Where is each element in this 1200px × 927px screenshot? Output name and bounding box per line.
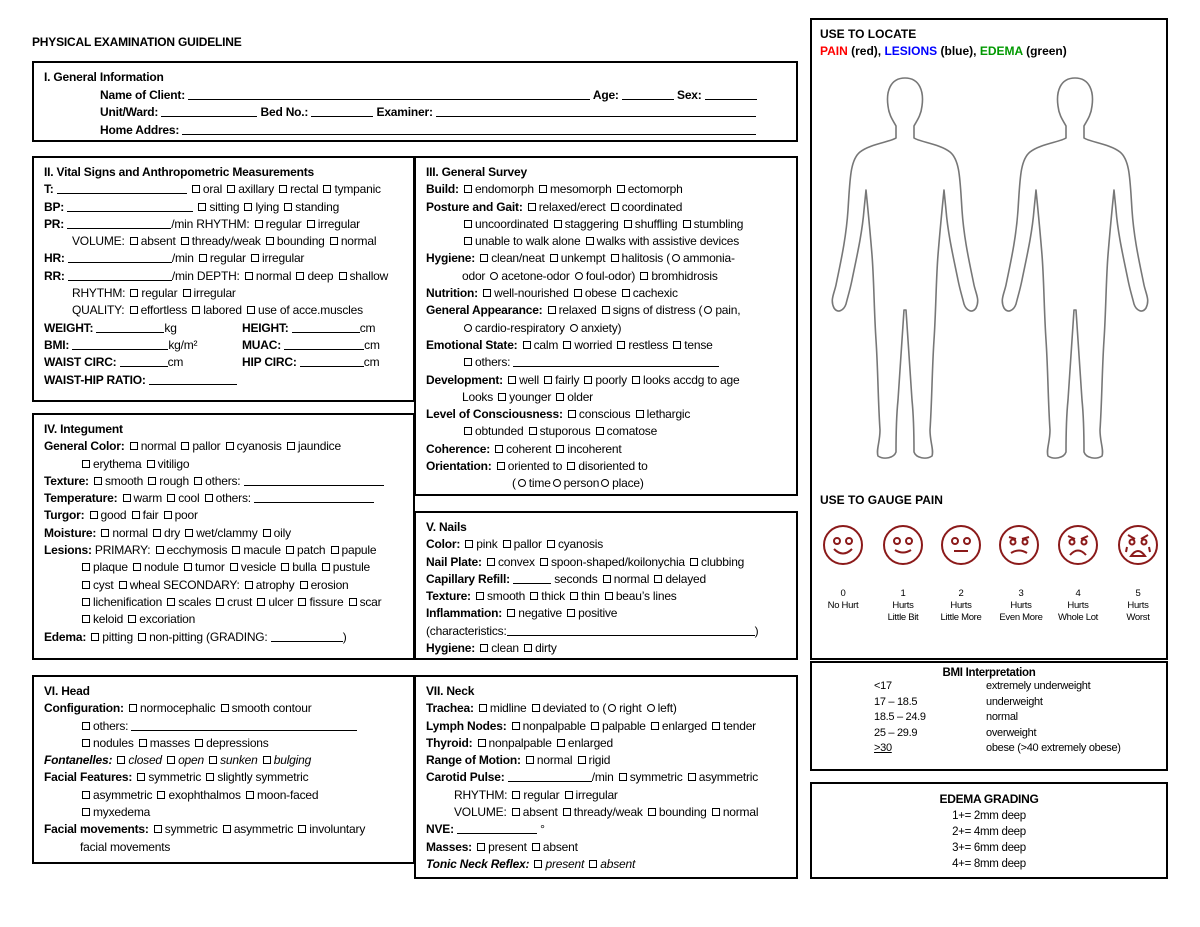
page-title: PHYSICAL EXAMINATION GUIDELINE — [32, 35, 242, 49]
edema-grading-field[interactable] — [271, 630, 343, 642]
vol-bounding-checkbox[interactable] — [266, 237, 274, 245]
color-pallor-checkbox[interactable] — [181, 442, 189, 450]
unit-field[interactable] — [161, 105, 257, 117]
lesion-nodule-checkbox[interactable] — [133, 563, 141, 571]
masses-absent-checkbox[interactable] — [532, 843, 540, 851]
nail-pink-checkbox[interactable] — [465, 540, 473, 548]
appearance-distress-checkbox[interactable] — [602, 306, 610, 314]
turgor-poor-checkbox[interactable] — [164, 511, 172, 519]
masses-present-checkbox[interactable] — [477, 843, 485, 851]
edema-legend: EDEMA — [979, 44, 1023, 58]
color-normal-checkbox[interactable] — [130, 442, 138, 450]
edema-table-box — [810, 782, 1168, 879]
height-label: HEIGHT: — [242, 320, 289, 335]
face-4-icon[interactable] — [1058, 525, 1098, 565]
facial-asym-checkbox[interactable] — [82, 791, 90, 799]
facial-slightly-checkbox[interactable] — [206, 773, 214, 781]
moisture-normal-checkbox[interactable] — [101, 529, 109, 537]
face-1-icon[interactable] — [883, 525, 923, 565]
hip-field[interactable] — [300, 355, 364, 367]
lesion-plaque-checkbox[interactable] — [82, 563, 90, 571]
time-radio[interactable] — [518, 479, 526, 487]
neck-normal-checkbox[interactable] — [712, 808, 720, 816]
face-1-label: 1 Hurts Little Bit — [887, 588, 919, 623]
neck-irregular-checkbox[interactable] — [565, 791, 573, 799]
t-tympanic-checkbox[interactable] — [323, 185, 331, 193]
rr-normal-checkbox[interactable] — [245, 272, 253, 280]
temp-others-checkbox[interactable] — [205, 494, 213, 502]
tonic-present-checkbox[interactable] — [534, 860, 542, 868]
posture-coordinated-checkbox[interactable] — [611, 203, 619, 211]
facial-symmetric-checkbox[interactable] — [137, 773, 145, 781]
table-row: <17 extremely underweight — [874, 680, 1091, 692]
sex-label: Sex: — [677, 87, 702, 102]
table-row: >30 obese (>40 extremely obese) — [874, 742, 1121, 755]
neck-heading: VII. Neck — [426, 684, 475, 698]
lesion-crust-checkbox[interactable] — [216, 598, 224, 606]
turgor-fair-checkbox[interactable] — [132, 511, 140, 519]
pr-irregular-checkbox[interactable] — [307, 220, 315, 228]
lymph-enlarged-checkbox[interactable] — [651, 722, 659, 730]
posture-relaxed-checkbox[interactable] — [528, 203, 536, 211]
rr-label: RR: — [44, 268, 65, 283]
bp-lying-checkbox[interactable] — [244, 203, 252, 211]
lymph-tender-checkbox[interactable] — [712, 722, 720, 730]
font-open-checkbox[interactable] — [167, 756, 175, 764]
foul-radio[interactable] — [575, 272, 583, 280]
lesion-ecchymosis-checkbox[interactable] — [156, 546, 164, 554]
moisture-oily-checkbox[interactable] — [263, 529, 271, 537]
posture-staggering-checkbox[interactable] — [554, 220, 562, 228]
emotional-others-checkbox[interactable] — [464, 358, 472, 366]
t-oral-checkbox[interactable] — [192, 185, 200, 193]
hygiene-clean-checkbox[interactable] — [480, 254, 488, 262]
examiner-label: Examiner: — [376, 105, 433, 119]
general-info-section — [32, 61, 798, 142]
client-name-label: Name of Client: — [100, 87, 186, 102]
client-name-field[interactable] — [188, 88, 590, 100]
bmi-label: BMI: — [44, 337, 70, 352]
plate-clubbing-checkbox[interactable] — [690, 558, 698, 566]
lesion-ulcer-checkbox[interactable] — [257, 598, 265, 606]
posture-shuffling-checkbox[interactable] — [624, 220, 632, 228]
lesion-vesicle-checkbox[interactable] — [230, 563, 238, 571]
examiner-field[interactable] — [436, 105, 756, 117]
general-survey-section: III. General Survey Build: endomorph mesomorph ectomorph Posture and Gait: relaxed/erect coordinated uncoordinated staggering shuffling stumbling unable to walk alone walks with assistive devices Hygiene: clean/neat unkempt halitosis ( ammonia- odor acetone-odor foul-odor) bromhidrosis Nutrition: well-nourished obese cachexic General Appearance: relaxed signs of distress ( pain, cardio-respiratory anxiety) Emotional State: calm worried restless tense others: Development: well fairly poorly looks accdg to age Looks younger older Level of Consciousness: conscious lethargic obtunded stuporous comatose Coherence: coherent incoherent Orientation: oriented to disoriented to ( time person place) — [414, 156, 798, 496]
inflam-positive-checkbox[interactable] — [567, 609, 575, 617]
characteristics-field[interactable] — [507, 624, 755, 636]
carotid-field[interactable] — [508, 770, 592, 782]
muac-field[interactable] — [284, 338, 364, 350]
texture-others-field[interactable] — [244, 474, 384, 486]
trachea-left-radio[interactable] — [647, 704, 655, 712]
loc-obtunded-checkbox[interactable] — [464, 427, 472, 435]
loc-lethargic-checkbox[interactable] — [636, 410, 644, 418]
carotid-sym-checkbox[interactable] — [619, 773, 627, 781]
color-jaundice-checkbox[interactable] — [287, 442, 295, 450]
lesion-pustule-checkbox[interactable] — [322, 563, 330, 571]
table-row: 2+= 4mm deep — [952, 826, 1026, 838]
plate-spoon-checkbox[interactable] — [540, 558, 548, 566]
tonic-absent-checkbox[interactable] — [589, 860, 597, 868]
loc-conscious-checkbox[interactable] — [568, 410, 576, 418]
t-label: T: — [44, 182, 54, 197]
lesion-tumor-checkbox[interactable] — [184, 563, 192, 571]
bed-label: Bed No.: — [260, 105, 309, 119]
nail-smooth-checkbox[interactable] — [476, 592, 484, 600]
posture-uncoord-checkbox[interactable] — [464, 220, 472, 228]
facial-myxedema-checkbox[interactable] — [82, 808, 90, 816]
trachea-midline-checkbox[interactable] — [479, 704, 487, 712]
hr-field[interactable] — [68, 251, 172, 263]
refill-field[interactable] — [513, 572, 551, 584]
face-3-label: 3 Hurts Even More — [999, 588, 1043, 623]
plate-convex-checkbox[interactable] — [487, 558, 495, 566]
temp-warm-checkbox[interactable] — [123, 494, 131, 502]
bmi-table — [874, 679, 1121, 757]
vol-normal-checkbox[interactable] — [330, 237, 338, 245]
t-field[interactable] — [57, 182, 187, 194]
nails-heading: V. Nails — [426, 520, 467, 534]
height-field[interactable] — [292, 321, 360, 333]
smooth-contour-checkbox[interactable] — [221, 704, 229, 712]
nutrition-obese-checkbox[interactable] — [574, 289, 582, 297]
integument-heading: IV. Integument — [44, 422, 123, 436]
cardio-radio[interactable] — [464, 324, 472, 332]
address-field[interactable] — [182, 123, 756, 135]
rom-rigid-checkbox[interactable] — [578, 756, 586, 764]
gauge-title: USE TO GAUGE PAIN — [820, 493, 943, 507]
body-figures[interactable] — [820, 70, 1160, 470]
temp-others-field[interactable] — [254, 491, 374, 503]
hygiene-halitosis-checkbox[interactable] — [611, 254, 619, 262]
build-ecto-checkbox[interactable] — [617, 185, 625, 193]
bmi-field[interactable] — [72, 338, 168, 350]
facial-exoph-checkbox[interactable] — [157, 791, 165, 799]
nail-dirty-checkbox[interactable] — [524, 644, 532, 652]
bmi-table-title: BMI Interpretation — [942, 667, 1036, 679]
face-0-label: 0 No Hurt — [827, 588, 859, 611]
table-row: 25 – 29.9 overweight — [874, 726, 1037, 739]
trachea-right-radio[interactable] — [608, 704, 616, 712]
rr-rhythm-regular-checkbox[interactable] — [130, 289, 138, 297]
face-5-icon[interactable] — [1118, 525, 1158, 565]
loc-comatose-checkbox[interactable] — [596, 427, 604, 435]
normocephalic-checkbox[interactable] — [129, 704, 137, 712]
face-4-label: 4 Hurts Whole Lot — [1057, 588, 1099, 623]
neck-section: VII. Neck Trachea: midline deviated to ( right left) Lymph Nodes: nonpalpable palpable enlarged tender Thyroid: nonpalpable enlarged Range of Motion: normal rigid Carotid Pulse: /min symmetric asymmetric RHYTHM: regular irregular VOLUME: absent thready/weak bounding normal NVE: ° Masses: present absent Tonic Neck Reflex: present absent — [414, 675, 798, 879]
vitals-heading: II. Vital Signs and Anthropometric Measurements — [44, 165, 314, 179]
nail-thin-checkbox[interactable] — [570, 592, 578, 600]
dev-age-checkbox[interactable] — [632, 376, 640, 384]
sex-field[interactable] — [705, 88, 757, 100]
oriented-checkbox[interactable] — [497, 462, 505, 470]
moisture-dry-checkbox[interactable] — [153, 529, 161, 537]
pr-label: PR: — [44, 216, 65, 231]
texture-smooth-checkbox[interactable] — [94, 477, 102, 485]
nails-section: V. Nails Color: pink pallor cyanosis Nail Plate: convex spoon-shaped/koilonychia clubbing Capillary Refill: seconds normal delayed Texture: smooth thick thin beau’s lines Inflammation: negative positive (characteristics: ) Hygiene: clean dirty — [414, 511, 798, 660]
lymph-nonpalpable-checkbox[interactable] — [512, 722, 520, 730]
pr-field[interactable] — [67, 217, 171, 229]
pain-legend: PAIN — [820, 44, 848, 58]
vol-thready-checkbox[interactable] — [181, 237, 189, 245]
posture-unable-checkbox[interactable] — [464, 237, 472, 245]
age-label: Age: — [592, 87, 619, 102]
q-effortless-checkbox[interactable] — [130, 306, 138, 314]
emotional-worried-checkbox[interactable] — [563, 341, 571, 349]
move-asym-checkbox[interactable] — [223, 825, 231, 833]
q-muscles-checkbox[interactable] — [247, 306, 255, 314]
person-radio[interactable] — [553, 479, 561, 487]
lesion-patch-checkbox[interactable] — [286, 546, 294, 554]
table-row: 18.5 – 24.9 normal — [874, 711, 1018, 724]
head-section: VI. Head Configuration: normocephalic smooth contour others: nodules masses depressions Fontanelles: closed open sunken bulging Facial Features: symmetric slightly symmetric asymmetric exophthalmos moon-faced myxedema Facial movements: symmetric asymmetric involuntary facial movements — [32, 675, 415, 864]
nail-pallor-checkbox[interactable] — [503, 540, 511, 548]
lesion-scar-checkbox[interactable] — [349, 598, 357, 606]
looks-younger-checkbox[interactable] — [498, 393, 506, 401]
dev-fairly-checkbox[interactable] — [544, 376, 552, 384]
nail-thick-checkbox[interactable] — [530, 592, 538, 600]
neck-regular-checkbox[interactable] — [512, 791, 520, 799]
dev-poorly-checkbox[interactable] — [584, 376, 592, 384]
hr-regular-checkbox[interactable] — [199, 254, 207, 262]
move-symmetric-checkbox[interactable] — [154, 825, 162, 833]
face-5-label: 5 Hurts Worst — [1126, 588, 1150, 623]
nve-field[interactable] — [457, 822, 537, 834]
hr-label: HR: — [44, 251, 65, 266]
trachea-deviated-checkbox[interactable] — [532, 704, 540, 712]
body-front-figure — [832, 78, 977, 458]
lesion-excoriation-checkbox[interactable] — [128, 615, 136, 623]
vital-signs-section: II. Vital Signs and Anthropometric Measurements T: oral axillary rectal tympanic BP: sitting lying standing PR: /min RHYTHM: regular irregular VOLUME: absent thready/weak bounding normal HR: /min regular irregular RR: /min DEPTH: normal deep shallow RHYTHM: regular irregular QUALITY: effortless labored use of acce.muscles WEIGHT: kg HEIGHT: cm BMI: kg/m² MUAC: cm WAIST CIRC: cm HIP CIRC: cm WAIST-HIP RATIO: — [32, 156, 415, 402]
lesion-scales-checkbox[interactable] — [167, 598, 175, 606]
color-cyanosis-checkbox[interactable] — [226, 442, 234, 450]
incoherent-checkbox[interactable] — [556, 445, 564, 453]
color-vitiligo-checkbox[interactable] — [147, 460, 155, 468]
lesion-lichen-checkbox[interactable] — [82, 598, 90, 606]
lesions-legend: LESIONS — [884, 44, 938, 58]
thyroid-enlarged-checkbox[interactable] — [557, 739, 565, 747]
depressions-checkbox[interactable] — [195, 739, 203, 747]
lesion-keloid-checkbox[interactable] — [82, 615, 90, 623]
t-rectal-checkbox[interactable] — [279, 185, 287, 193]
hygiene-unkempt-checkbox[interactable] — [550, 254, 558, 262]
table-row: 1+= 2mm deep — [952, 810, 1026, 822]
moisture-wet-checkbox[interactable] — [185, 529, 193, 537]
refill-delayed-checkbox[interactable] — [654, 575, 662, 583]
rr-field[interactable] — [68, 269, 172, 281]
vol-absent-checkbox[interactable] — [130, 237, 138, 245]
table-row: 3+= 6mm deep — [952, 842, 1026, 854]
weight-label: WEIGHT: — [44, 320, 94, 335]
edema-pitting-checkbox[interactable] — [91, 633, 99, 641]
lesion-fissure-checkbox[interactable] — [298, 598, 306, 606]
rom-normal-checkbox[interactable] — [526, 756, 534, 764]
waist-field[interactable] — [120, 355, 168, 367]
thyroid-nonpalpable-checkbox[interactable] — [478, 739, 486, 747]
dev-well-checkbox[interactable] — [508, 376, 516, 384]
texture-rough-checkbox[interactable] — [148, 477, 156, 485]
unit-label: Unit/Ward: — [100, 105, 159, 119]
face-0-icon[interactable] — [823, 525, 863, 565]
whr-label: WAIST-HIP RATIO: — [44, 372, 146, 387]
bed-field[interactable] — [311, 105, 373, 117]
disoriented-checkbox[interactable] — [567, 462, 575, 470]
nutrition-cachexic-checkbox[interactable] — [622, 289, 630, 297]
texture-others-checkbox[interactable] — [194, 477, 202, 485]
build-endo-checkbox[interactable] — [464, 185, 472, 193]
age-field[interactable] — [622, 88, 674, 100]
nail-beau-checkbox[interactable] — [605, 592, 613, 600]
address-label: Home Addres: — [100, 122, 180, 137]
build-meso-checkbox[interactable] — [539, 185, 547, 193]
face-2-label: 2 Hurts Little More — [940, 588, 982, 623]
survey-heading: III. General Survey — [426, 165, 527, 179]
place-radio[interactable] — [601, 479, 609, 487]
body-back-figure — [1002, 78, 1147, 458]
hip-label: HIP CIRC: — [242, 355, 297, 370]
lesion-atrophy-checkbox[interactable] — [245, 581, 253, 589]
bp-field[interactable] — [67, 200, 193, 212]
refill-normal-checkbox[interactable] — [603, 575, 611, 583]
acetone-radio[interactable] — [490, 272, 498, 280]
neck-thready-checkbox[interactable] — [563, 808, 571, 816]
muac-label: MUAC: — [242, 337, 281, 352]
bmi-table-box — [810, 661, 1168, 771]
rr-rhythm-irregular-checkbox[interactable] — [183, 289, 191, 297]
looks-older-checkbox[interactable] — [556, 393, 564, 401]
hr-irregular-checkbox[interactable] — [251, 254, 259, 262]
waist-label: WAIST CIRC: — [44, 355, 117, 370]
weight-field[interactable] — [96, 321, 164, 333]
bromhidrosis-checkbox[interactable] — [640, 272, 648, 280]
emotional-calm-checkbox[interactable] — [523, 341, 531, 349]
posture-stumbling-checkbox[interactable] — [683, 220, 691, 228]
rr-deep-checkbox[interactable] — [296, 272, 304, 280]
lesion-erosion-checkbox[interactable] — [300, 581, 308, 589]
neck-bounding-checkbox[interactable] — [648, 808, 656, 816]
ammonia-radio[interactable] — [672, 254, 680, 262]
bp-standing-checkbox[interactable] — [284, 203, 292, 211]
font-bulging-checkbox[interactable] — [263, 756, 271, 764]
emotional-tense-checkbox[interactable] — [673, 341, 681, 349]
lesion-papule-checkbox[interactable] — [331, 546, 339, 554]
nodules-checkbox[interactable] — [82, 739, 90, 747]
loc-stuporous-checkbox[interactable] — [529, 427, 537, 435]
lymph-palpable-checkbox[interactable] — [591, 722, 599, 730]
nail-clean-checkbox[interactable] — [480, 644, 488, 652]
appearance-relaxed-checkbox[interactable] — [548, 306, 556, 314]
pr-regular-checkbox[interactable] — [255, 220, 263, 228]
inflam-negative-checkbox[interactable] — [507, 609, 515, 617]
lesion-wheal-checkbox[interactable] — [119, 581, 127, 589]
table-row: 17 – 18.5 underweight — [874, 695, 1043, 708]
anxiety-radio[interactable] — [570, 324, 578, 332]
q-labored-checkbox[interactable] — [192, 306, 200, 314]
turgor-good-checkbox[interactable] — [90, 511, 98, 519]
bp-sitting-checkbox[interactable] — [198, 203, 206, 211]
t-axillary-checkbox[interactable] — [227, 185, 235, 193]
nail-cyanosis-checkbox[interactable] — [547, 540, 555, 548]
lesion-macule-checkbox[interactable] — [232, 546, 240, 554]
facial-moon-checkbox[interactable] — [246, 791, 254, 799]
head-others-checkbox[interactable] — [82, 722, 90, 730]
emotional-others-field[interactable] — [513, 355, 719, 367]
font-closed-checkbox[interactable] — [117, 756, 125, 764]
masses-checkbox[interactable] — [139, 739, 147, 747]
font-sunken-checkbox[interactable] — [209, 756, 217, 764]
face-2-icon[interactable] — [941, 525, 981, 565]
locate-legend: USE TO LOCATE PAIN (red), LESIONS (blue), EDEMA (green) — [820, 27, 1067, 58]
bp-label: BP: — [44, 199, 65, 214]
temp-cool-checkbox[interactable] — [167, 494, 175, 502]
locate-title: USE TO LOCATE — [820, 27, 917, 41]
color-erythema-checkbox[interactable] — [82, 460, 90, 468]
integument-section: IV. Integument General Color: normal pallor cyanosis jaundice erythema vitiligo Texture: smooth rough others: Temperature: warm cool others: Turgor: good fair poor Moisture: normal dry wet/clammy oily Lesions: PRIMARY: ecchymosis macule patch papule plaque nodule tumor vesicle bulla pustule cyst wheal SECONDARY: atrophy erosion lichenification scales crust ulcer fissure scar keloid excoriation Edema: pitting non-pitting (GRADING: ) — [32, 413, 415, 660]
head-others-field[interactable] — [131, 719, 357, 731]
whr-field[interactable] — [149, 373, 237, 385]
edema-table-title: EDEMA GRADING — [939, 792, 1039, 806]
face-3-icon[interactable] — [999, 525, 1039, 565]
carotid-asym-checkbox[interactable] — [688, 773, 696, 781]
head-heading: VI. Head — [44, 684, 90, 698]
rr-shallow-checkbox[interactable] — [339, 272, 347, 280]
lesion-bulla-checkbox[interactable] — [281, 563, 289, 571]
emotional-restless-checkbox[interactable] — [617, 341, 625, 349]
nutrition-well-checkbox[interactable] — [483, 289, 491, 297]
move-involuntary-checkbox[interactable] — [298, 825, 306, 833]
posture-assistive-checkbox[interactable] — [586, 237, 594, 245]
edema-nonpitting-checkbox[interactable] — [138, 633, 146, 641]
general-heading: I. General Information — [44, 70, 164, 84]
table-row: 4+= 8mm deep — [952, 858, 1026, 870]
coherent-checkbox[interactable] — [495, 445, 503, 453]
neck-absent-checkbox[interactable] — [512, 808, 520, 816]
pain-radio[interactable] — [704, 306, 712, 314]
lesion-cyst-checkbox[interactable] — [82, 581, 90, 589]
